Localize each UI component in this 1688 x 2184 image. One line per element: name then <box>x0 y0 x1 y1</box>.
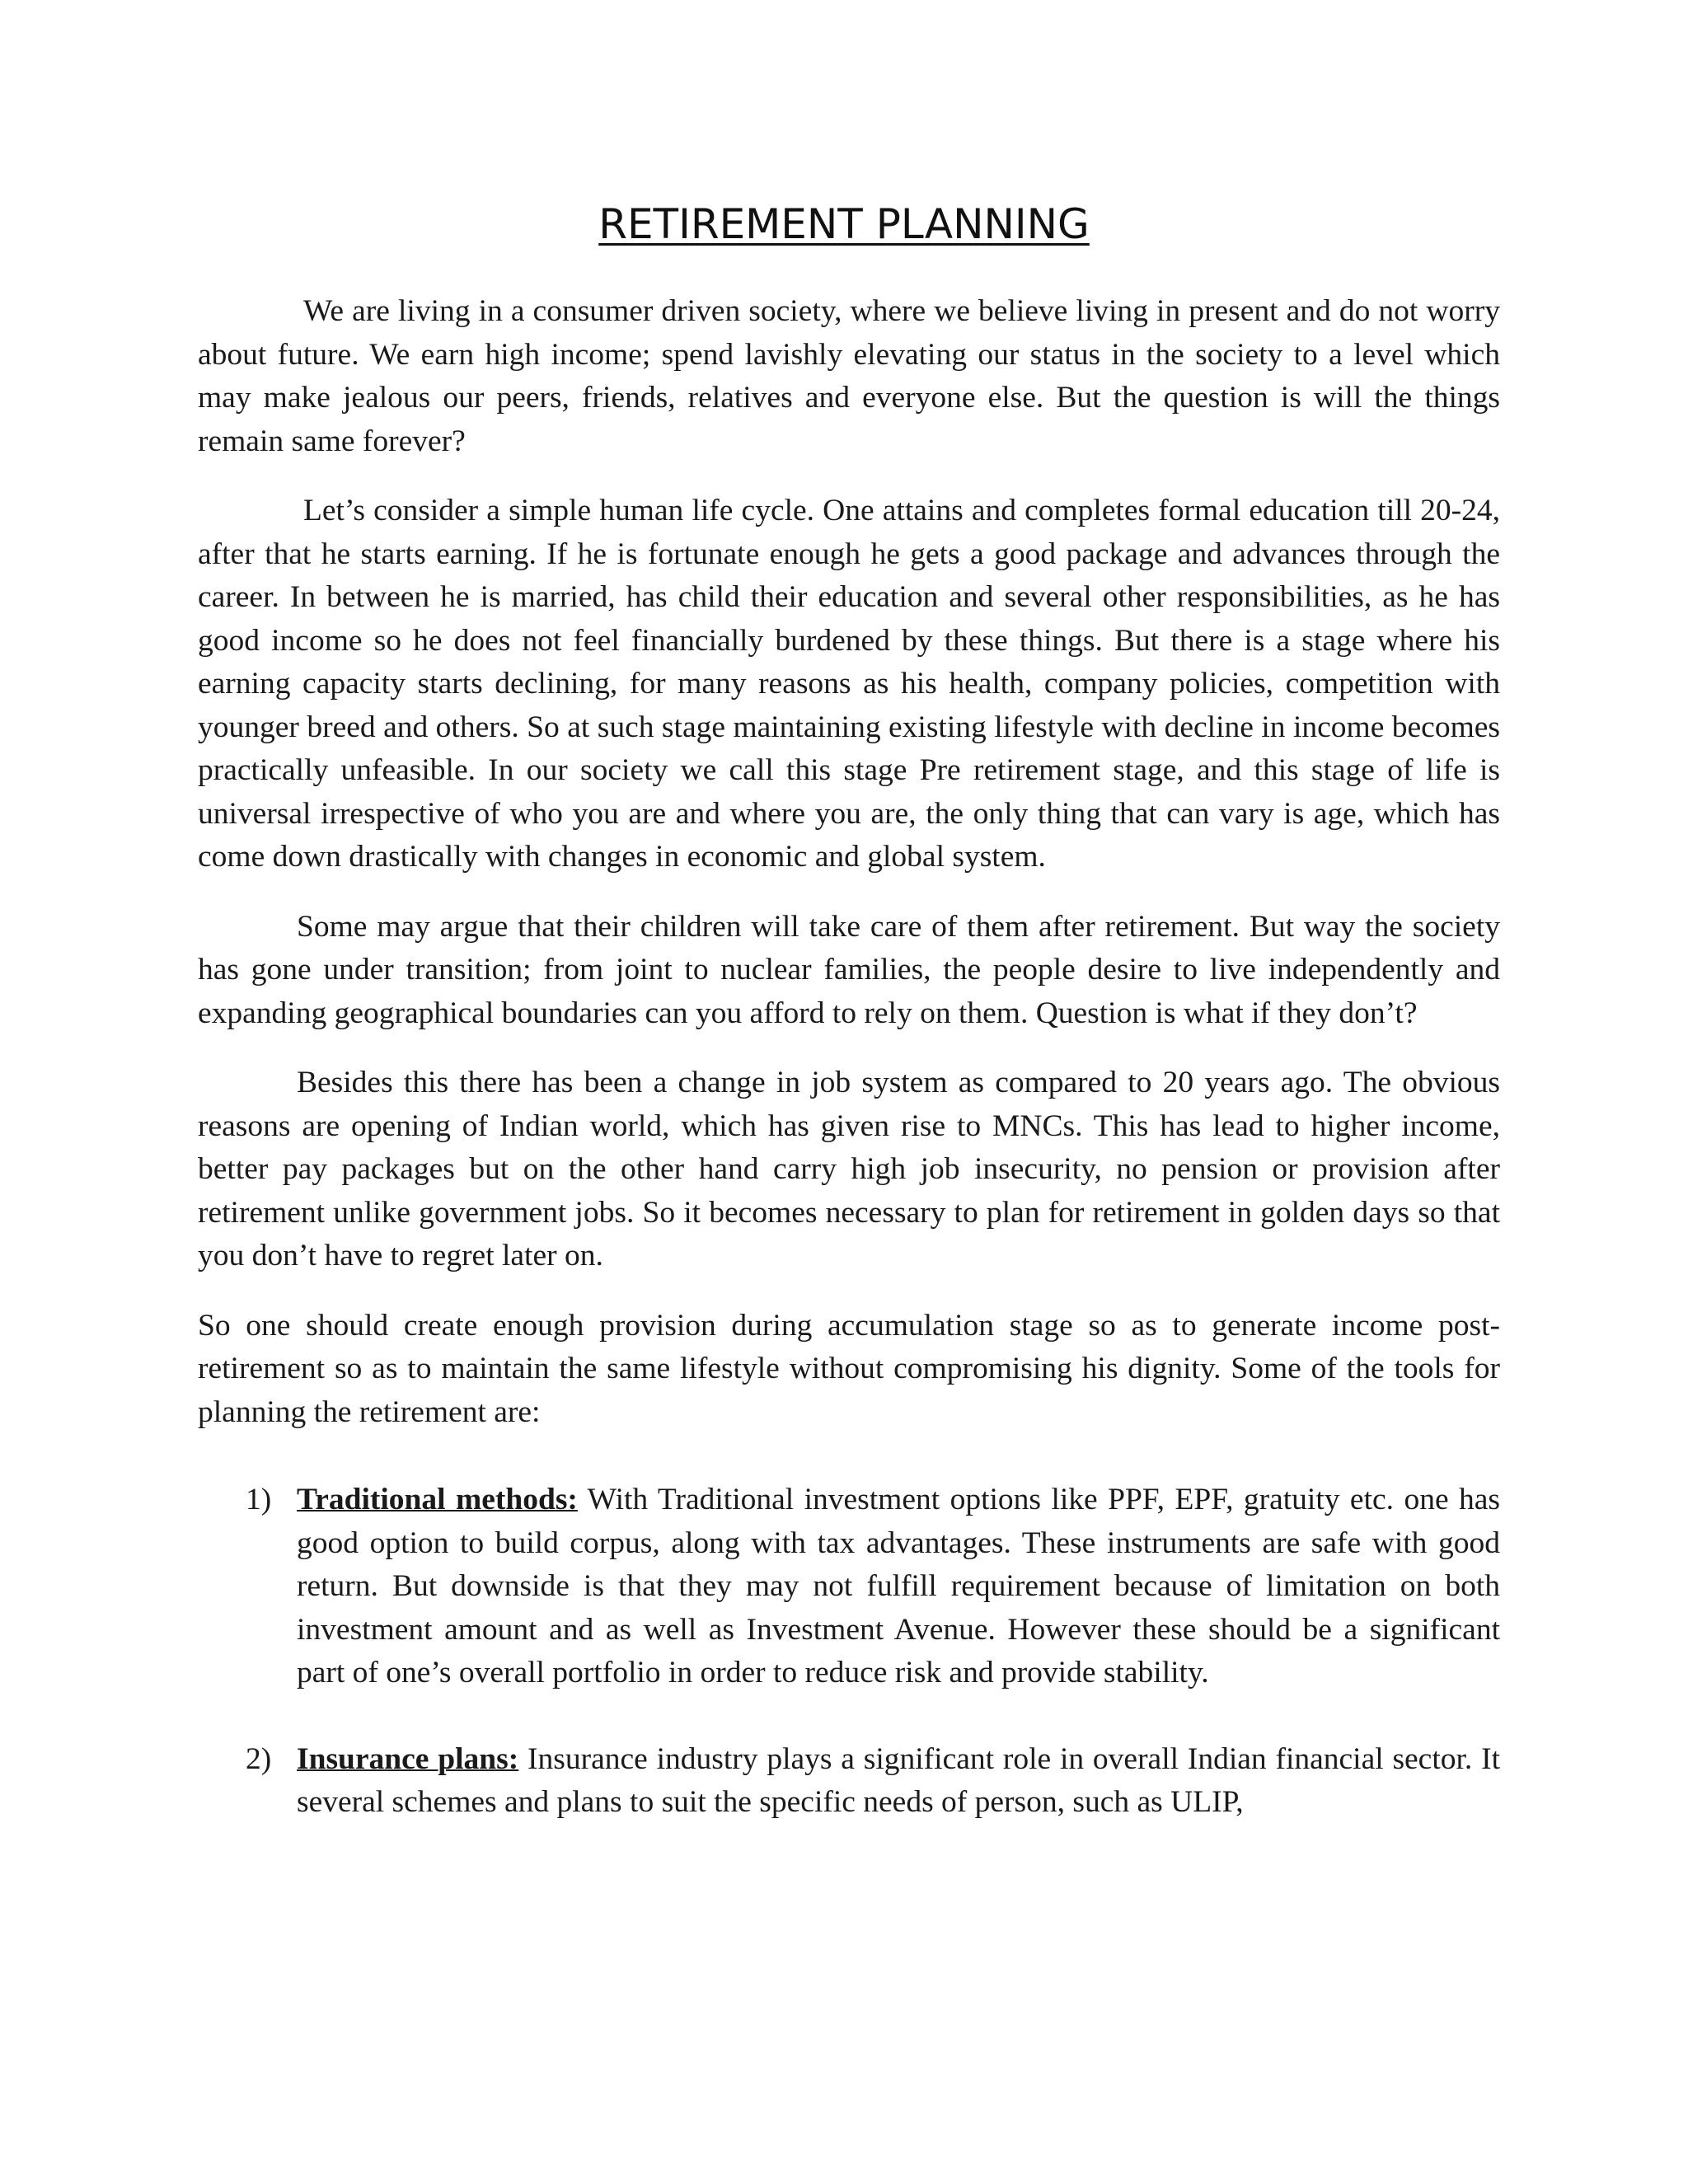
retirement-tools-list <box>198 1479 1500 1825</box>
paragraph-life-cycle: Let’s consider a simple human life cycle. One attains and completes formal education till 20-24, after that he starts earning. If he is fortunate enough he gets a good package and advances through the career. In between he is married, has child their education and several other responsibilities, as he has good income so he does not feel financially burdened by these things. But there is a stage where his earning capacity starts declining, for many reasons as his health, company policies, competition with younger breed and others. So at such stage maintaining existing lifestyle with decline in income becomes practically unfeasible. In our society we call this stage Pre retirement stage, and this stage of life is universal irrespective of who you are and where you are, the only thing that can vary is age, which has come down drastically with changes in economic and global system. <box>198 494 1500 874</box>
list-item-heading: Insurance plans: <box>297 1741 519 1776</box>
paragraph-job-system: Besides this there has been a change in job system as compared to 20 years ago. The obvious reasons are opening of Indian world, which has given rise to MNCs. This has lead to higher income, better pay packages but on the other hand carry high job insecurity, no pension or provision after retirement unlike government jobs. So it becomes necessary to plan for retirement in golden days so that you don’t have to regret later on. <box>198 1066 1500 1272</box>
paragraph-children-care: Some may argue that their children will take care of them after retirement. But way the society has gone under transition; from joint to nuclear families, the people desire to live independently and expanding geographical boundaries can you afford to rely on them. Question is what if they don’t? <box>198 909 1500 1030</box>
list-item-text: Insurance industry plays a significant role in overall Indian financial sector. It several schemes and plans to suit the specific needs of person, such as ULIP, <box>297 1741 1501 1819</box>
document-body <box>198 290 1500 1868</box>
list-item-insurance-plans <box>198 1738 1500 1825</box>
list-item-number: 2) <box>246 1741 272 1776</box>
list-item-traditional-methods <box>198 1479 1500 1695</box>
list-item-text: With Traditional investment options like PPF, EPF, gratuity etc. one has good option to build corpus, along with tax advantages. These instruments are safe with good return. But downside is that they may not fulfill requirement because of limitation on both investment amount and as well as Investment Avenue. However these should be a significant part of one’s overall portfolio in order to reduce risk and provide stability. <box>297 1483 1500 1690</box>
paragraph-provision: So one should create enough provision during accumulation stage so as to generate income post-retirement so as to maintain the same lifestyle without compromising his dignity. Some of the tools for planning the retirement are: <box>198 1308 1500 1429</box>
paragraph-consumer-society: We are living in a consumer driven society, where we believe living in present and do not worry about future. We earn high income; spend lavishly elevating our status in the society to a level which may make jealous our peers, friends, relatives and everyone else. But the question is will the things remain same forever? <box>198 294 1500 458</box>
list-item-heading: Traditional methods: <box>297 1483 578 1516</box>
document-title: RETIREMENT PLANNING <box>598 200 1090 248</box>
list-item-number: 1) <box>246 1483 272 1516</box>
